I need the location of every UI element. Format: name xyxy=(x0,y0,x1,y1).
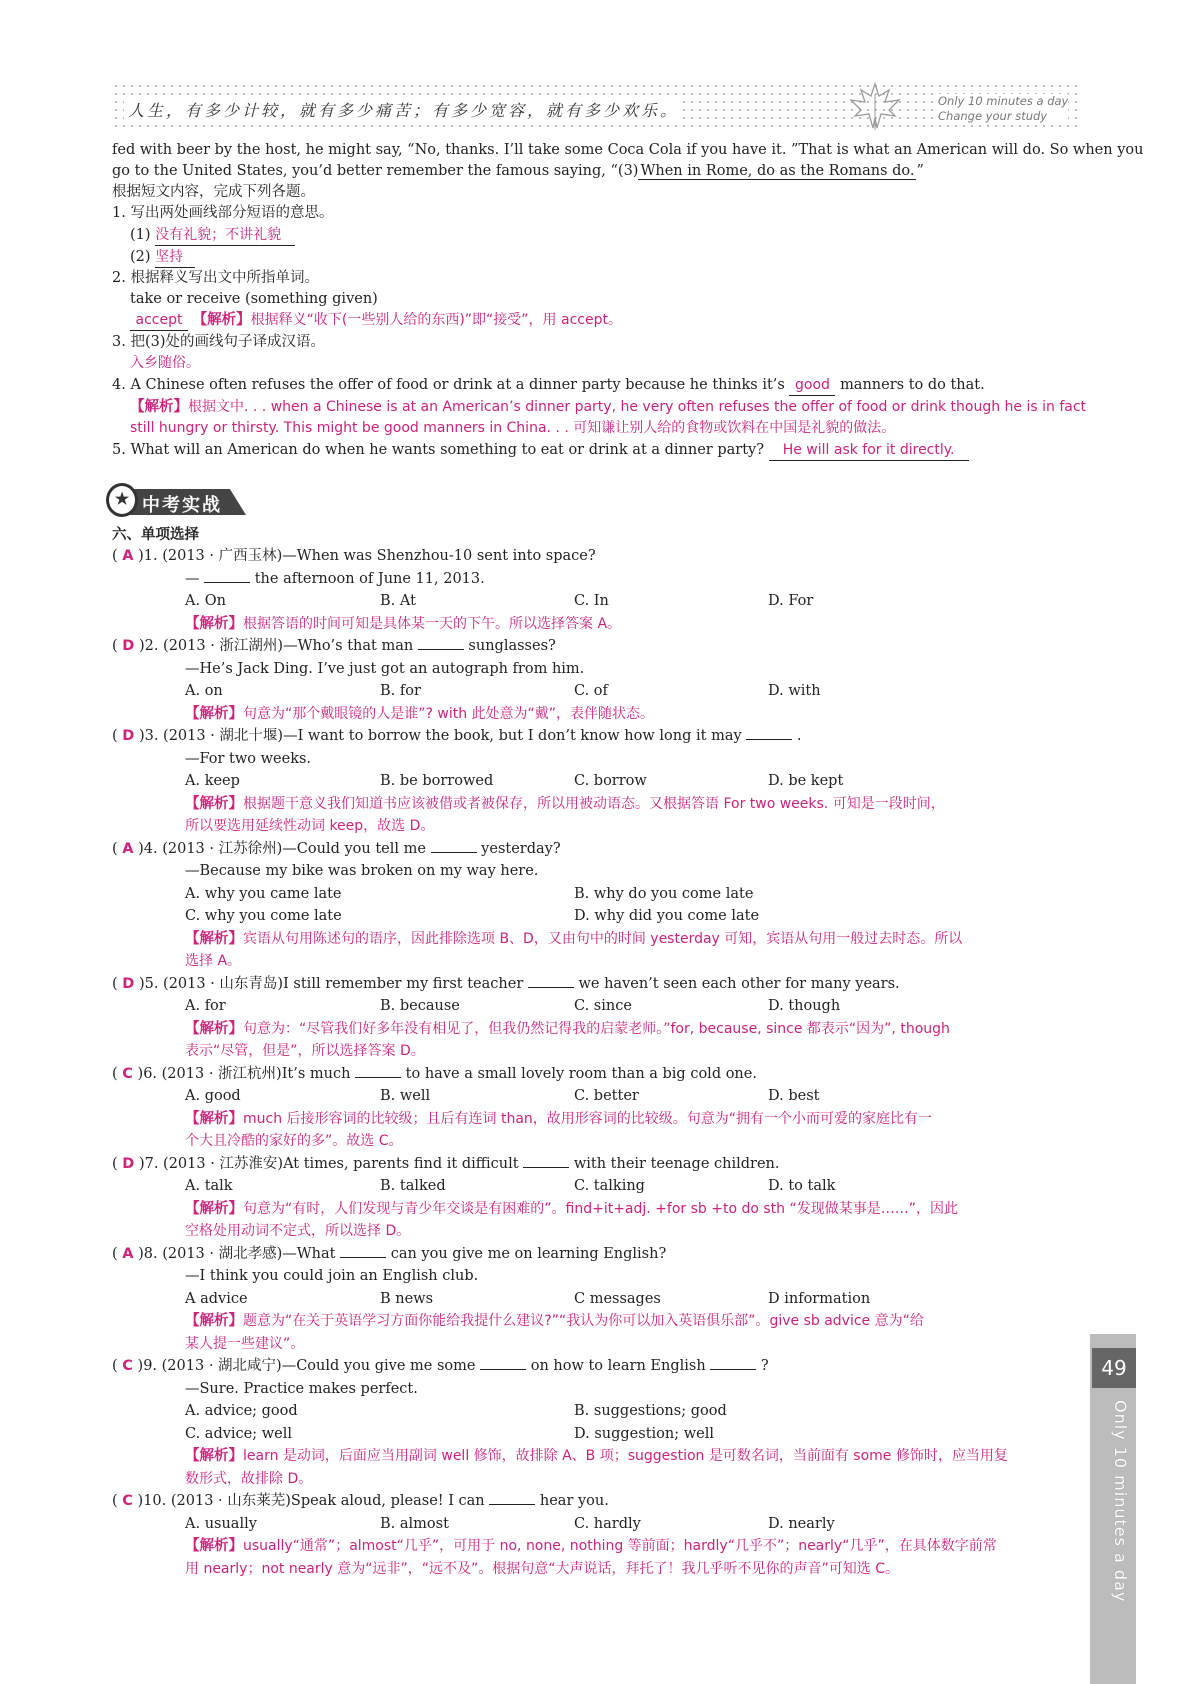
task-q2: 2. 根据释义写出文中所指单词。 xyxy=(112,270,319,286)
side-text: Only 10 minutes a day xyxy=(1111,1400,1130,1603)
answer-option: C. talking xyxy=(574,1178,645,1194)
question-stem: ( D )2. (2013 · 浙江湖州)—Who’s that man sunglasses? xyxy=(112,638,556,654)
answer-option: C. hardly xyxy=(574,1515,641,1532)
answer-option: D. with xyxy=(768,683,821,699)
answer-letter: D xyxy=(122,1155,135,1172)
task-q2-definition: take or receive (something given) xyxy=(130,291,378,307)
answer-letter: D xyxy=(122,638,135,654)
task-q3: 3. 把(3)处的画线句子译成汉语。 xyxy=(112,334,325,350)
question-stem: ( C )9. (2013 · 湖北咸宁)—Could you give me some on how to learn English ? xyxy=(112,1358,769,1374)
answer-text: He will ask for it directly. xyxy=(769,440,969,461)
question-stem: ( D )3. (2013 · 湖北十堰)—I want to borrow the book, but I don’t know how long it may . xyxy=(112,728,802,744)
answer-option: D. to talk xyxy=(768,1178,836,1194)
explanation: 【解析】根据答语的时间可知是具体某一天的下午。所以选择答案 A。 xyxy=(185,615,622,632)
answer-text: good xyxy=(789,375,835,396)
passage-line: go to the United States, you’d better remember the famous saying, “(3) When in Rome, do as the Romans do. ” xyxy=(112,163,924,179)
question-reply: —Sure. Practice makes perfect. xyxy=(185,1380,418,1397)
answer-text: accept xyxy=(130,310,188,331)
explanation: 某人提一些建议”。 xyxy=(185,1335,305,1352)
section-banner xyxy=(112,485,246,517)
task-q5: 5. What will an American do when he wants something to eat or drink at a dinner party? He will ask for it directly. xyxy=(112,440,969,461)
answer-option: B. almost xyxy=(380,1515,449,1532)
explanation: 【解析】题意为“在关于英语学习方面你能给我提什么建议?”“我认为你可以加入英语俱乐部”。give sb advice 意为“给 xyxy=(185,1313,924,1329)
explanation: still hungry or thirsty. This might be good manners in China. . . 可知谦让别人给的食物或饮料在中国是礼貌的做法。 xyxy=(130,420,896,436)
task-q1b: (2) 坚持 xyxy=(130,247,195,268)
answer-option: D. For xyxy=(768,593,814,609)
answer-option: D information xyxy=(768,1290,871,1307)
answer-option: D. be kept xyxy=(768,773,844,789)
answer-option: C. borrow xyxy=(574,773,647,789)
question-stem: ( A )1. (2013 · 广西玉林)—When was Shenzhou-10 sent into space? xyxy=(112,548,596,564)
answer-option: B. talked xyxy=(380,1178,446,1194)
answer-option: A. for xyxy=(185,998,226,1014)
answer-option: A. why you came late xyxy=(185,885,342,902)
answer-option: D. suggestion; well xyxy=(574,1425,714,1442)
explanation: 【解析】句意为“那个戴眼镜的人是谁”? with 此处意为“戴”，表伴随状态。 xyxy=(185,705,655,722)
section-title: 六、单项选择 xyxy=(112,527,199,543)
answer-option: C. advice; well xyxy=(185,1425,293,1442)
answer-option: A. keep xyxy=(185,773,240,789)
answer-option: B. why do you come late xyxy=(574,885,754,902)
answer-option: B news xyxy=(380,1290,434,1307)
task-q1: 1. 写出两处画线部分短语的意思。 xyxy=(112,205,334,221)
question-stem: ( C )10. (2013 · 山东莱芜)Speak aloud, please! I can hear you. xyxy=(112,1493,609,1509)
task-q2-answer: accept 【解析】根据释义“收下(一些别人给的东西)”即“接受”，用 accept。 xyxy=(130,310,622,331)
underlined-phrase: When in Rome, do as the Romans do. xyxy=(640,163,915,179)
slogan-line: Only 10 minutes a day xyxy=(938,94,1069,108)
task-q1a: (1) 没有礼貌；不讲礼貌 xyxy=(130,225,295,246)
question-stem: ( A )4. (2013 · 江苏徐州)—Could you tell me yesterday? xyxy=(112,840,561,857)
answer-option: C. better xyxy=(574,1088,639,1104)
answer-option: A. usually xyxy=(185,1515,257,1532)
answer-option: B. for xyxy=(380,683,421,699)
answer-option: A. good xyxy=(185,1088,241,1104)
answer-option: C. In xyxy=(574,593,609,609)
answer-letter: C xyxy=(122,1065,133,1082)
header-slogan xyxy=(938,94,1068,124)
answer-letter: A xyxy=(122,840,134,857)
question-reply: —For two weeks. xyxy=(185,750,312,767)
answer-option: B. be borrowed xyxy=(380,773,494,789)
answer-letter: D xyxy=(122,728,135,744)
answer-option: A. on xyxy=(185,683,223,699)
answer-option: C. why you come late xyxy=(185,908,342,924)
trophy-icon: ★ xyxy=(106,483,138,517)
answer-option: A. On xyxy=(185,593,226,609)
explanation: 数形式，故排除 D。 xyxy=(185,1470,313,1487)
question-reply: —Because my bike was broken on my way here. xyxy=(185,863,539,879)
question-reply: —I think you could join an English club. xyxy=(185,1268,479,1284)
question-reply: — the afternoon of June 11, 2013. xyxy=(185,570,485,587)
answer-option: B. suggestions; good xyxy=(574,1403,727,1419)
maple-leaf-icon xyxy=(847,80,903,132)
question-stem: ( C )6. (2013 · 浙江杭州)It’s much to have a small lovely room than a big cold one. xyxy=(112,1065,757,1082)
explanation: 【解析】usually“通常”；almost“几乎”，可用于 no, none, nothing 等前面；hardly“几乎不”；nearly“几乎”，在具体数字前常 xyxy=(185,1538,997,1554)
banner-title: 中考实战 xyxy=(142,495,222,516)
explanation: 【解析】learn 是动词，后面应当用副词 well 修饰，故排除 A、B 项；suggestion 是可数名词，当前面有 some 修饰时，应当用复 xyxy=(185,1448,1008,1464)
answer-option: B. because xyxy=(380,998,460,1014)
answer-option: A. advice; good xyxy=(185,1403,298,1419)
explanation: 选择 A。 xyxy=(185,953,242,969)
header-motto: 人生，有多少计较，就有多少痛苦；有多少宽容，就有多少欢乐。 xyxy=(124,98,683,121)
slogan-line: Change your study xyxy=(938,109,1048,123)
passage-line: fed with beer by the host, he might say, “No, thanks. I’ll take some Coca Cola if you have it. ”That is what an American will do. So when you xyxy=(112,142,1144,158)
explanation: 【解析】根据题干意义我们知道书应该被借或者被保存，所以用被动语态。又根据答语 For two weeks. 可知是一段时间， xyxy=(185,795,945,812)
answer-option: D. why did you come late xyxy=(574,908,760,924)
explanation: 所以要选用延续性动词 keep，故选 D。 xyxy=(185,818,435,834)
explanation: 个大且冷酷的家好的多”。故选 C。 xyxy=(185,1133,403,1149)
page-number: 49 xyxy=(1092,1348,1136,1388)
explanation: 【解析】句意为“有时，人们发现与青少年交谈是有困难的”。find+it+adj. +for sb +to do sth “发现做某事是……”，因此 xyxy=(185,1200,958,1217)
answer-option: C messages xyxy=(574,1290,661,1307)
explanation: 【解析】宾语从句用陈述句的语序，因此排除选项 B、D，又由句中的时间 yesterday 可知，宾语从句用一般过去时态。所以 xyxy=(185,930,963,947)
answer-letter: D xyxy=(122,975,135,992)
task-intro: 根据短文内容，完成下列各题。 xyxy=(112,184,315,200)
answer-option: D. though xyxy=(768,998,841,1014)
question-stem: ( A )8. (2013 · 湖北孝感)—What can you give me on learning English? xyxy=(112,1245,667,1262)
question-reply: —He’s Jack Ding. I’ve just got an autograph from him. xyxy=(185,660,585,677)
answer-letter: A xyxy=(122,1245,134,1262)
answer-option: C. since xyxy=(574,998,632,1014)
answer-option: D. nearly xyxy=(768,1515,835,1532)
answer-letter: C xyxy=(122,1358,133,1374)
explanation: 空格处用动词不定式，所以选择 D。 xyxy=(185,1223,411,1239)
explanation: 根据释义“收下(一些别人给的东西)”即“接受”，用 accept。 xyxy=(250,312,622,328)
explanation: 用 nearly；not nearly 意为“远非”，“远不及”。根据句意“大声说话，拜托了！我几乎听不见你的声音”可知选 C。 xyxy=(185,1560,900,1577)
answer-text: 入乡随俗。 xyxy=(130,355,200,371)
answer-option: C. of xyxy=(574,683,608,699)
explanation: 【解析】根据文中. . . when a Chinese is at an American’s dinner party, he very often refuses the offer of food or drink though he is in fact xyxy=(130,399,1087,415)
explanation: 表示“尽管，但是”，所以选择答案 D。 xyxy=(185,1043,425,1059)
question-stem: ( D )7. (2013 · 江苏淮安)At times, parents find it difficult with their teenage children. xyxy=(112,1155,780,1172)
answer-text: 没有礼貌；不讲礼貌 xyxy=(155,225,295,246)
answer-option: D. best xyxy=(768,1088,820,1104)
answer-letter: A xyxy=(122,548,134,564)
answer-option: A advice xyxy=(185,1290,248,1307)
answer-option: B. well xyxy=(380,1088,431,1104)
explanation: 【解析】句意为：“尽管我们好多年没有相见了，但我仍然记得我的启蒙老师。”for, because, since 都表示“因为”, though xyxy=(185,1020,950,1037)
page-header xyxy=(112,82,1082,132)
task-q4: 4. A Chinese often refuses the offer of food or drink at a dinner party because he thinks it’s good manners to do that. xyxy=(112,375,985,396)
answer-option: B. At xyxy=(380,593,416,609)
answer-option: A. talk xyxy=(185,1178,233,1194)
answer-letter: C xyxy=(122,1493,133,1509)
answer-text: 坚持 xyxy=(155,247,195,268)
question-stem: ( D )5. (2013 · 山东青岛)I still remember my first teacher we haven’t seen each other for many years. xyxy=(112,975,900,992)
explanation: 【解析】much 后接形容词的比较级；且后有连词 than，故用形容词的比较级。句意为“拥有一个小而可爱的家庭比有一 xyxy=(185,1110,933,1127)
